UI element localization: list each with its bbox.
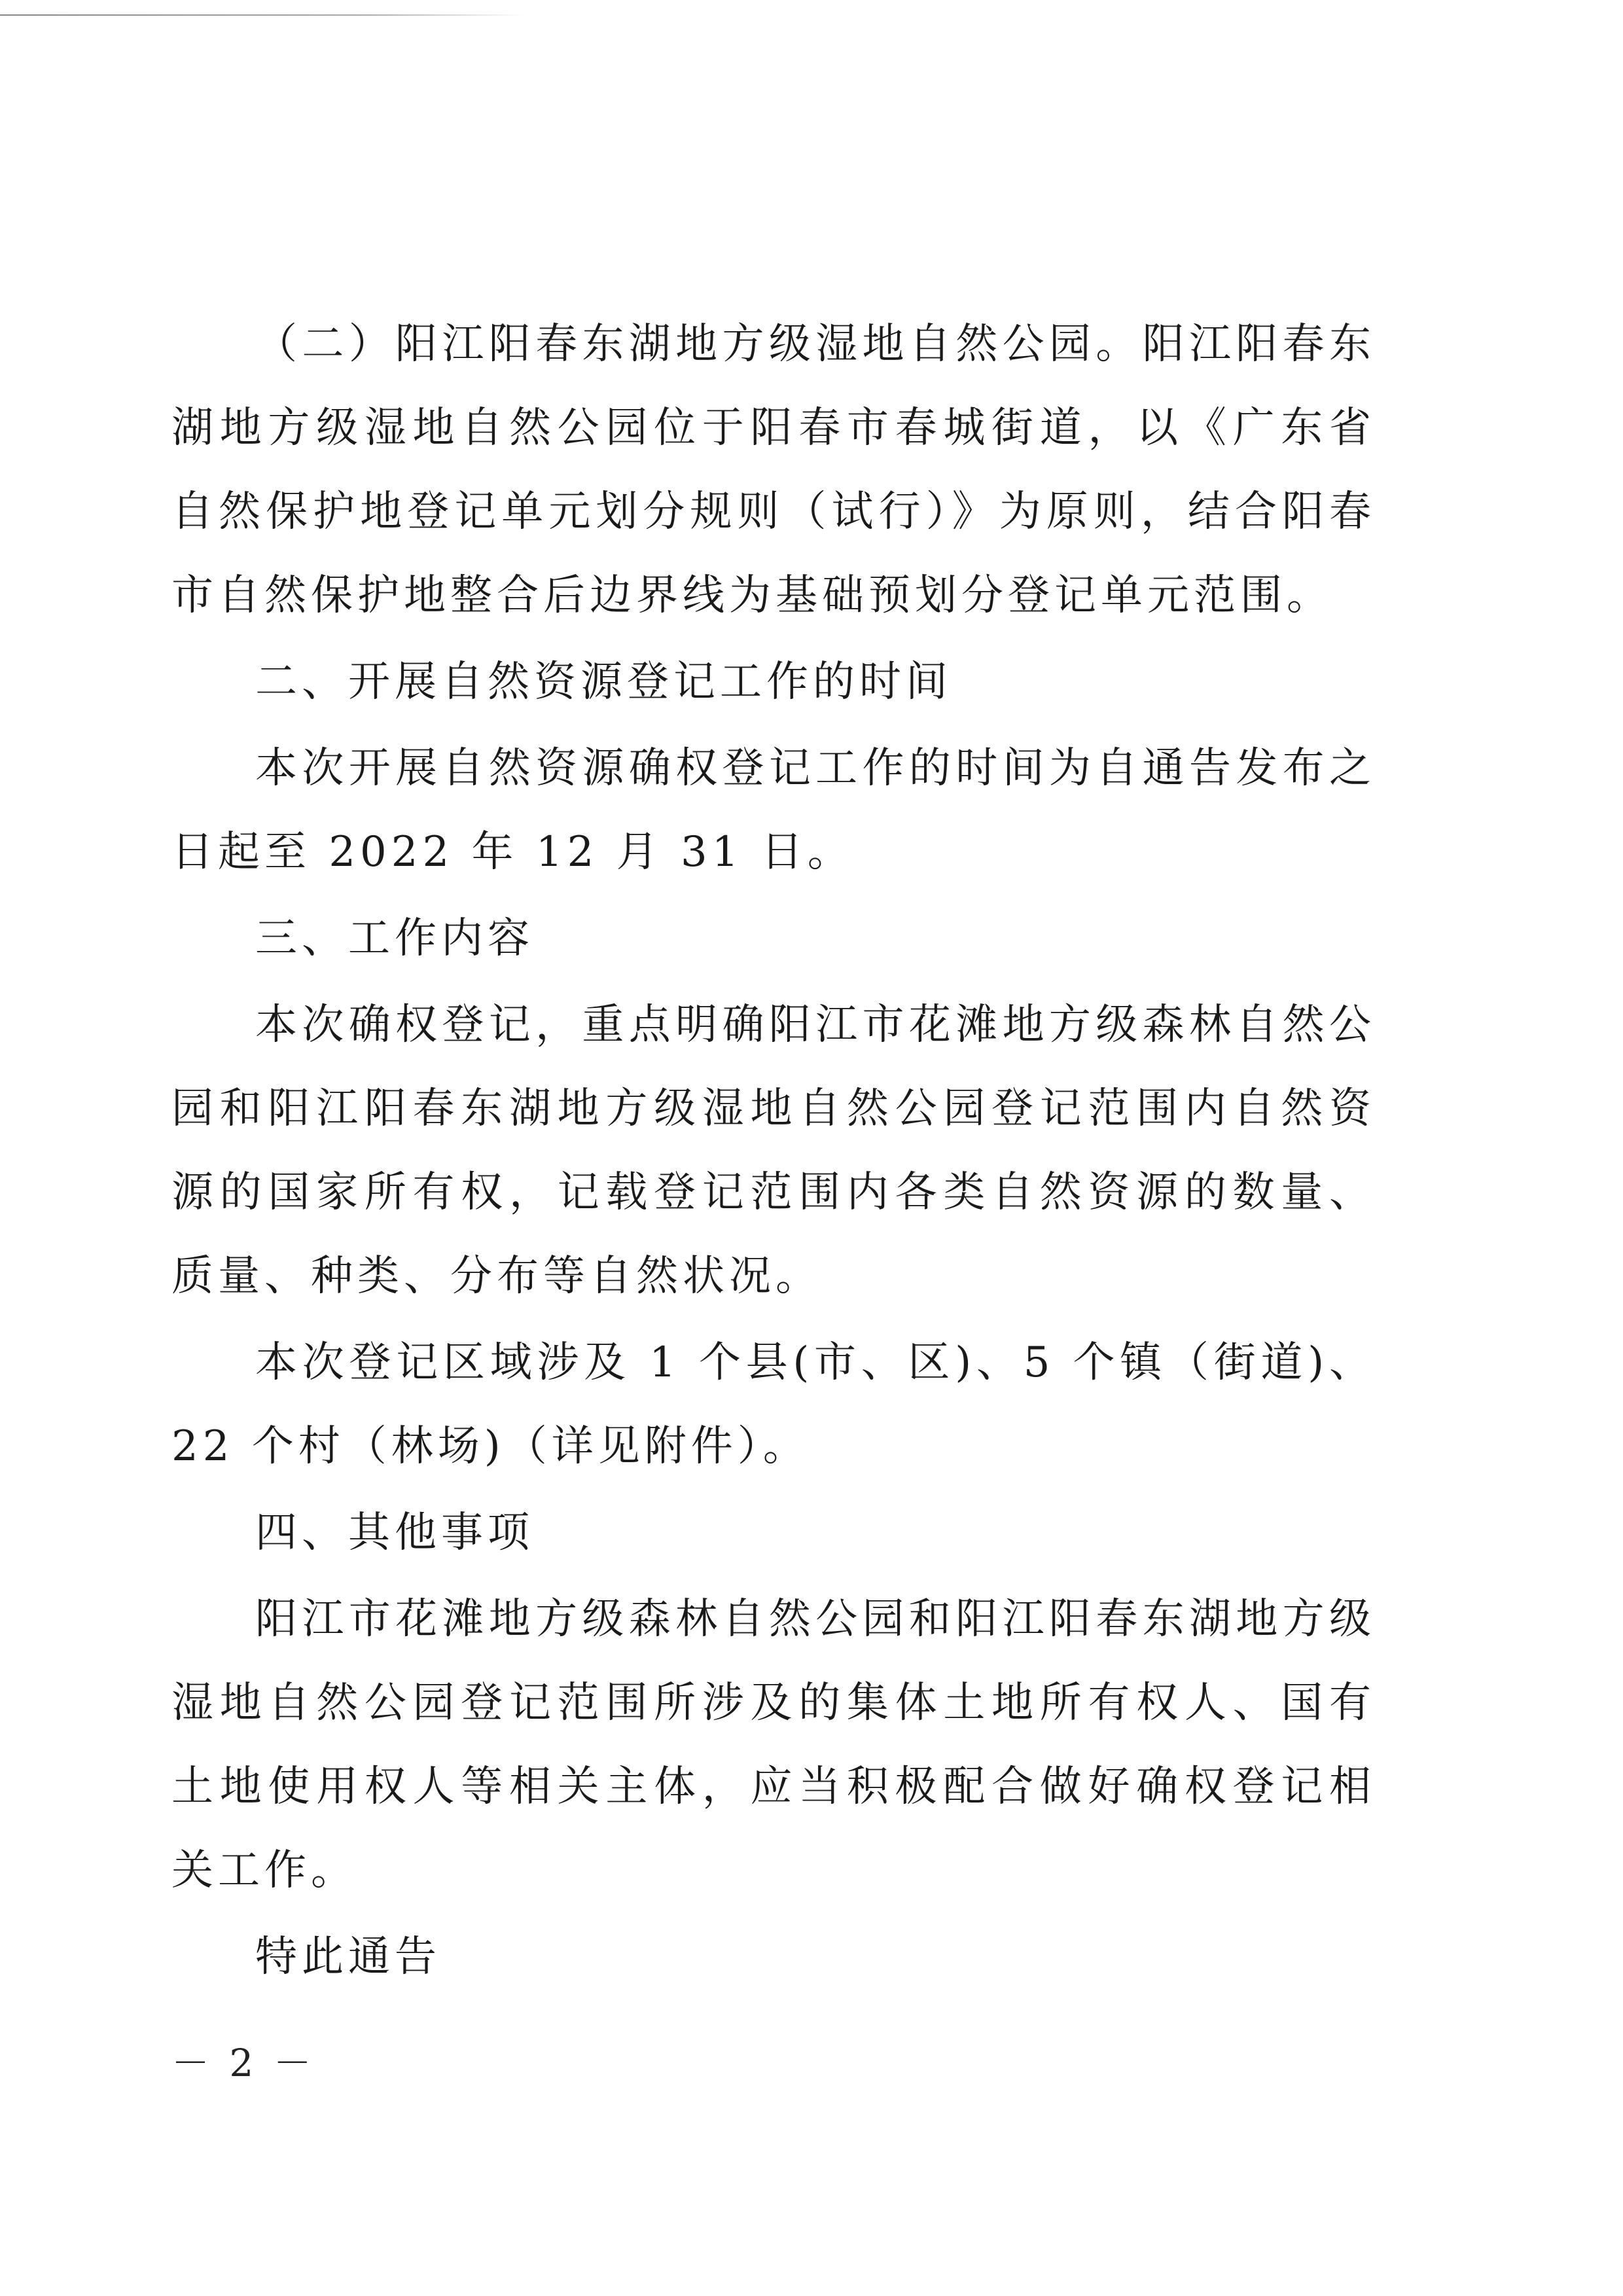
heading-registration-time: 二、开展自然资源登记工作的时间 bbox=[255, 658, 952, 706]
document-body bbox=[171, 302, 1376, 1999]
paragraph-registration-area: 本次登记区域涉及 1 个县(市、区)、5 个镇（街道)、22 个村（林场)（详见附件）。 bbox=[171, 1338, 1376, 1471]
heading-other-matters: 四、其他事项 bbox=[255, 1509, 534, 1557]
paragraph-work-content: 本次确权登记，重点明确阳江市花滩地方级森林自然公园和阳江阳春东湖地方级湿地自然公园登记范围内自然资源的国家所有权，记载登记范围内各类自然资源的数量、质量、种类、分布等自然状况。 bbox=[171, 1001, 1376, 1300]
scan-edge-line bbox=[0, 14, 524, 16]
heading-work-content: 三、工作内容 bbox=[255, 914, 534, 963]
page-number: － 2 － bbox=[171, 2041, 315, 2085]
paragraph-registration-time: 本次开展自然资源确权登记工作的时间为自通告发布之日起至 2022 年 12 月 31 日。 bbox=[171, 744, 1376, 876]
paragraph-east-lake-park: （二）阳江阳春东湖地方级湿地自然公园。阳江阳春东湖地方级湿地自然公园位于阳春市春城街道，以《广东省自然保护地登记单元划分规则（试行）》为原则，结合阳春市自然保护地整合后边界线为基础预划分登记单元范围。 bbox=[171, 320, 1376, 620]
closing-notice: 特此通告 bbox=[255, 1933, 441, 1981]
paragraph-other-matters: 阳江市花滩地方级森林自然公园和阳江阳春东湖地方级湿地自然公园登记范围所涉及的集体土地所有权人、国有土地使用权人等相关主体，应当积极配合做好确权登记相关工作。 bbox=[171, 1595, 1376, 1895]
